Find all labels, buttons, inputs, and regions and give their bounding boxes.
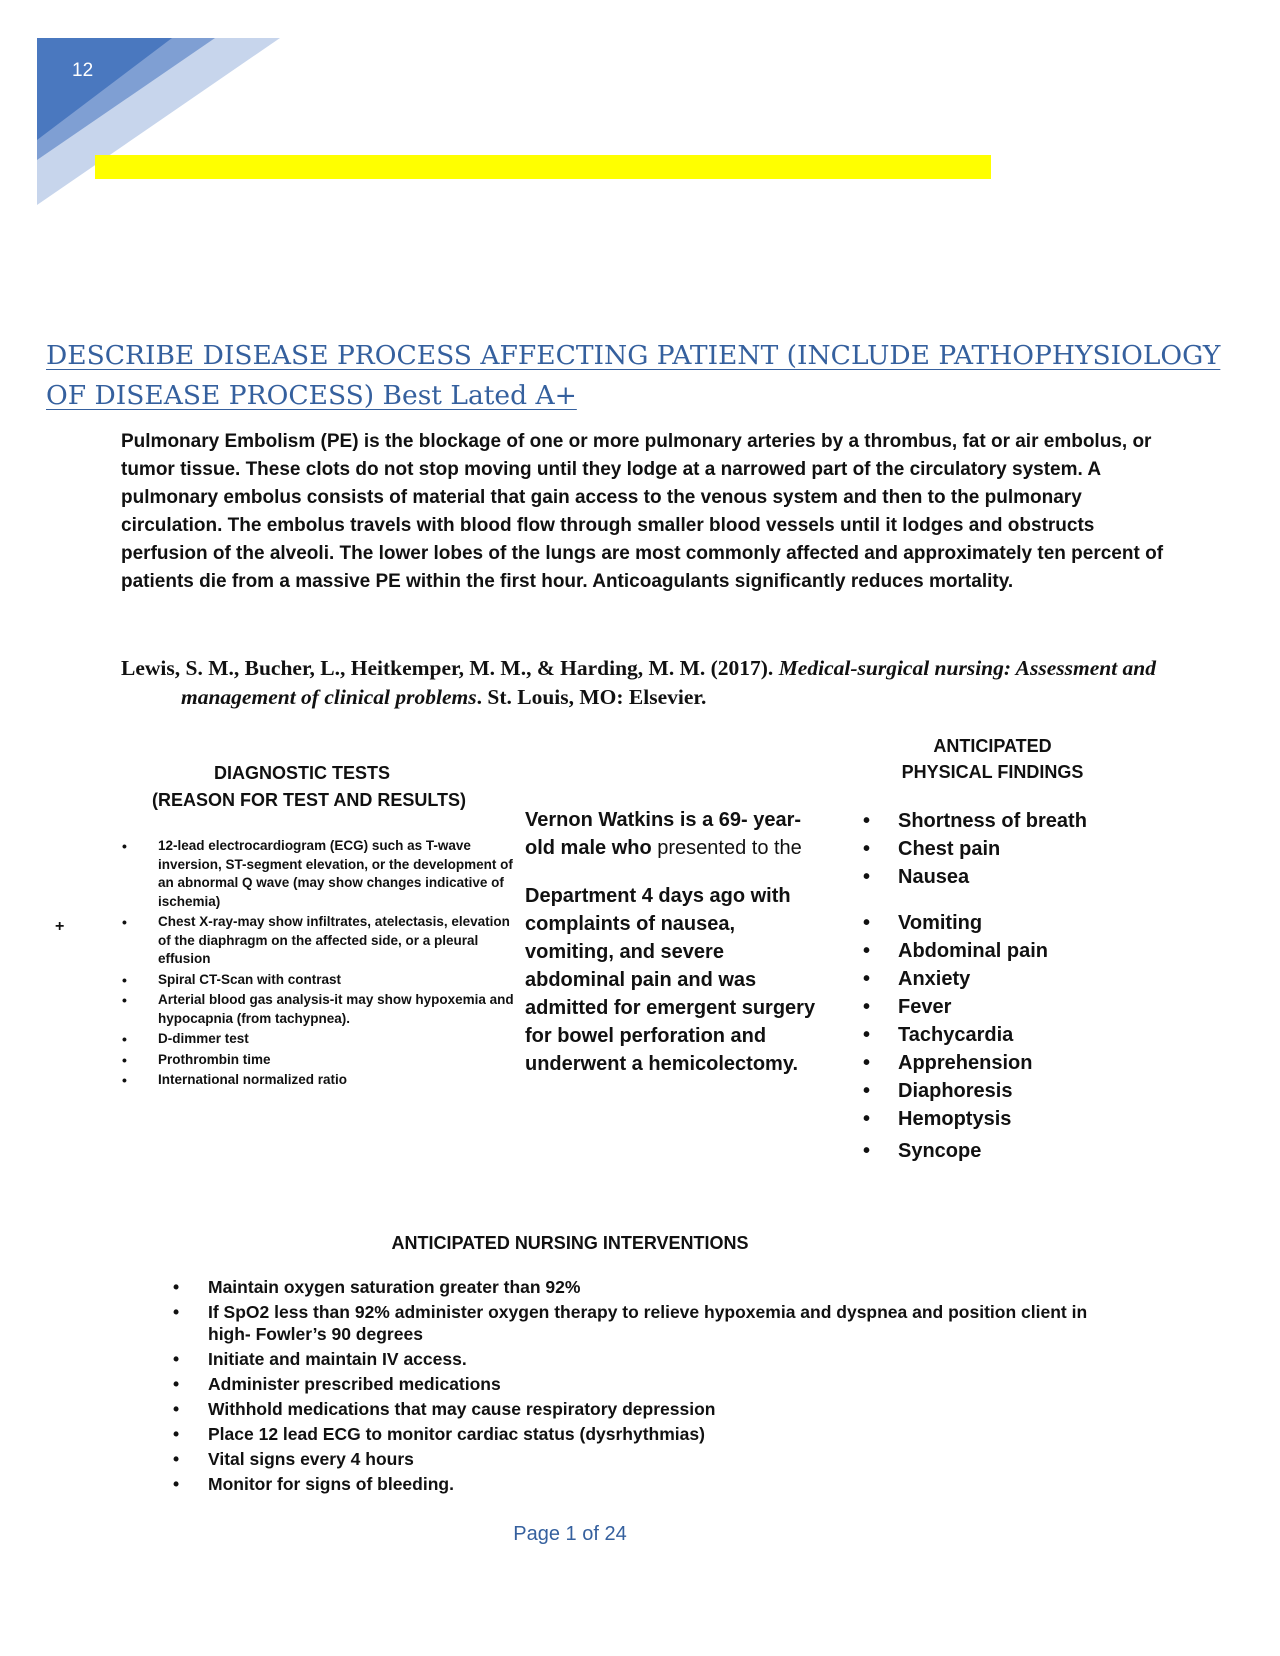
corner-decoration xyxy=(0,0,300,220)
diagnostic-test-item: • Spiral CT-Scan with contrast xyxy=(118,971,518,990)
citation xyxy=(121,654,1241,712)
citation-authors: Lewis, S. M., Bucher, L., Heitkemper, M. M., & Harding, M. M. (2017). xyxy=(121,656,779,680)
citation-title: Medical-surgical nursing: Assessment and management of clinical problems xyxy=(181,656,1156,709)
intervention-item: • Maintain oxygen saturation greater than 92% xyxy=(170,1276,1130,1298)
intervention-item: • Initiate and maintain IV access. xyxy=(170,1348,1130,1370)
intervention-item: • If SpO2 less than 92% administer oxygen therapy to relieve hypoxemia and dyspnea and position client in high- Fowler’s 90 degrees xyxy=(170,1301,1130,1345)
case-summary-part2: presented to the xyxy=(657,837,802,859)
case-summary xyxy=(525,806,825,1078)
physical-finding-item: • Shortness of breath xyxy=(860,807,1220,835)
physical-finding-item: • Chest pain xyxy=(860,835,1220,863)
diagnostic-test-item: • Prothrombin time xyxy=(118,1051,518,1070)
diagnostic-tests-heading xyxy=(152,760,472,814)
physical-finding-item: • Apprehension xyxy=(860,1049,1220,1077)
page-footer: Page 1 of 24 xyxy=(513,1523,627,1545)
highlight-bar xyxy=(95,155,991,179)
case-summary-part3: Department 4 days ago with complaints of nausea, vomiting, and severe abdominal pain and was admitted for emergent surgery for bowel perforation and underwent a hemicolectomy. xyxy=(525,885,816,1075)
physical-finding-item: • Abdominal pain xyxy=(860,937,1220,965)
page-number: 12 xyxy=(72,60,94,81)
physical-finding-item: • Vomiting xyxy=(860,909,1220,937)
intervention-item: • Administer prescribed medications xyxy=(170,1373,1130,1395)
physical-finding-item: • Tachycardia xyxy=(860,1021,1220,1049)
physical-finding-item: • Anxiety xyxy=(860,965,1220,993)
nursing-interventions-list xyxy=(170,1276,1130,1498)
physical-finding-item: • Diaphoresis xyxy=(860,1077,1220,1105)
citation-publisher: . St. Louis, MO: Elsevier. xyxy=(476,685,707,709)
physical-finding-item: • Syncope xyxy=(860,1137,1220,1165)
diagnostic-tests-subtitle: (REASON FOR TEST AND RESULTS) xyxy=(152,790,466,810)
diagnostic-tests-title: DIAGNOSTIC TESTS xyxy=(213,763,390,783)
diagnostic-test-item: • Chest X-ray-may show infiltrates, atelectasis, elevation of the diaphragm on the affected side, or a pleural effusion xyxy=(118,913,518,969)
physical-finding-item: • Hemoptysis xyxy=(860,1105,1220,1133)
physical-finding-item: • Fever xyxy=(860,993,1220,1021)
intro-paragraph: Pulmonary Embolism (PE) is the blockage of one or more pulmonary arteries by a thrombus, fat or air embolus, or tumor tissue. These clots do not stop moving until they lodge at a narrowed part of the circulatory system. A pulmonary embolus consists of material that gain access to the venous system and then to the pulmonary circulation. The embolus travels with blood flow through smaller blood vessels until it lodges and obstructs perfusion of the alveoli. The lower lobes of the lungs are most commonly affected and approximately ten percent of patients die from a massive PE within the first hour. Anticoagulants significantly reduces mortality. xyxy=(121,431,1164,592)
intervention-item: • Vital signs every 4 hours xyxy=(170,1448,1130,1470)
case-summary-part1: Vernon Watkins is a 69- year-old male who xyxy=(525,809,802,859)
diagnostic-tests-list xyxy=(118,837,518,1092)
diagnostic-test-item: • D-dimmer test xyxy=(118,1030,518,1049)
intervention-item: • Place 12 lead ECG to monitor cardiac status (dysrhythmias) xyxy=(170,1423,1130,1445)
physical-findings-list xyxy=(860,807,1220,1165)
intervention-item: • Monitor for signs of bleeding. xyxy=(170,1473,1130,1495)
diagnostic-test-item: • Arterial blood gas analysis-it may show hypoxemia and hypocapnia (from tachypnea). xyxy=(118,991,518,1028)
physical-finding-item: • Nausea xyxy=(860,863,1220,891)
plus-mark: + xyxy=(55,918,65,935)
page-title: DESCRIBE DISEASE PROCESS AFFECTING PATIENT (INCLUDE PATHOPHYSIOLOGY OF DISEASE PROCESS) Best Lated A+ xyxy=(46,340,1221,411)
diagnostic-test-item: • International normalized ratio xyxy=(118,1071,518,1090)
diagnostic-test-item: • 12-lead electrocardiogram (ECG) such as T-wave inversion, ST-segment elevation, or the development of an abnormal Q wave (may show changes indicative of ischemia) xyxy=(118,837,518,911)
nursing-interventions-heading: ANTICIPATED NURSING INTERVENTIONS xyxy=(391,1233,749,1253)
intervention-item: • Withhold medications that may cause respiratory depression xyxy=(170,1398,1130,1420)
physical-findings-heading: ANTICIPATED PHYSICAL FINDINGS xyxy=(901,736,1084,782)
